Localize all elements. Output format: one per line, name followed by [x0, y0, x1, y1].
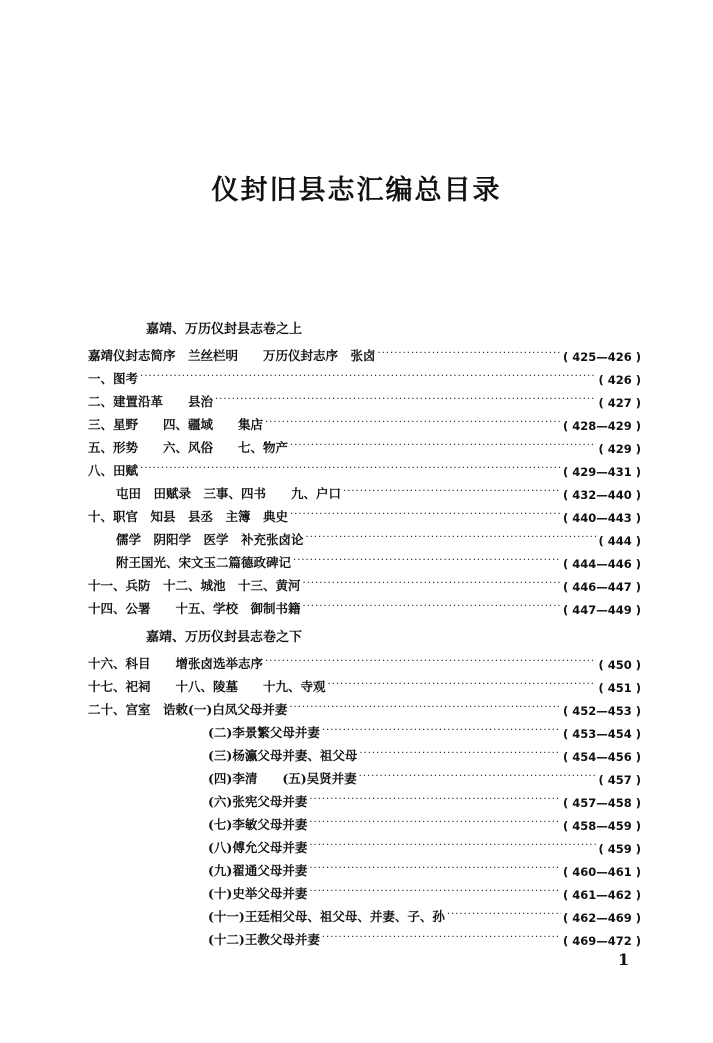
- dot-leader: [309, 839, 596, 853]
- entry-label: 五、形势 六、风俗 七、物产: [88, 440, 289, 455]
- entry-label: (十)史举父母并妻: [208, 886, 308, 901]
- entry-label: (六)张宪父母并妻: [208, 794, 308, 809]
- toc-lower: [88, 649, 641, 948]
- toc-entry: [88, 810, 641, 833]
- entry-pages: ( 452—453 ): [562, 704, 641, 718]
- entry-label: 嘉靖仪封志简序 兰丝栏明 万历仪封志序 张卤: [88, 348, 376, 363]
- dot-leader: [309, 816, 561, 830]
- toc-entry: [88, 672, 641, 695]
- dot-leader: [303, 577, 561, 591]
- entry-pages: ( 454—456 ): [562, 750, 641, 764]
- dot-leader: [309, 793, 561, 807]
- entry-label: 一、图考: [88, 371, 139, 386]
- entry-pages: ( 462—469 ): [562, 911, 641, 925]
- toc-entry: [88, 364, 641, 387]
- entry-label: (九)翟通父母并妻: [208, 863, 308, 878]
- dot-leader: [309, 885, 561, 899]
- dot-leader: [215, 393, 596, 407]
- dot-leader: [265, 416, 561, 430]
- toc-entry: [88, 341, 641, 364]
- entry-label: 三、星野 四、疆域 集店: [88, 417, 264, 432]
- entry-pages: ( 444—446 ): [562, 557, 641, 571]
- dot-leader: [322, 931, 561, 945]
- entry-label: 十六、科目 增张卤选举志序: [88, 656, 264, 671]
- entry-pages: ( 427 ): [598, 396, 641, 410]
- dot-leader: [359, 770, 597, 784]
- entry-label: 二十、宫室 诰敕(一)白凤父母并妻: [88, 702, 288, 717]
- entry-pages: ( 444 ): [598, 534, 641, 548]
- entry-pages: ( 453—454 ): [562, 727, 641, 741]
- entry-label: 十、职官 知县 县丞 主簿 典史: [88, 509, 289, 524]
- dot-leader: [140, 462, 561, 476]
- entry-pages: ( 450 ): [598, 658, 641, 672]
- toc-entry: [88, 548, 641, 571]
- dot-leader: [343, 485, 561, 499]
- toc-upper: [88, 341, 641, 617]
- entry-pages: ( 457 ): [598, 773, 641, 787]
- entry-pages: ( 428—429 ): [562, 419, 641, 433]
- toc-entry: [88, 718, 641, 741]
- dot-leader: [290, 439, 596, 453]
- toc-entry: [88, 902, 641, 925]
- entry-label: 二、建置沿革 县治: [88, 394, 214, 409]
- dot-leader: [140, 370, 596, 384]
- entry-pages: ( 429—431 ): [562, 465, 641, 479]
- entry-pages: ( 469—472 ): [562, 934, 641, 948]
- dot-leader: [293, 554, 561, 568]
- entry-pages: ( 458—459 ): [562, 819, 641, 833]
- entry-label: 十七、祀祠 十八、陵墓 十九、寺观: [88, 679, 326, 694]
- toc-entry: [88, 410, 641, 433]
- toc-entry: [88, 479, 641, 502]
- entry-label: 附王国光、宋文玉二篇德政碑记: [116, 555, 292, 570]
- toc-entry: [88, 695, 641, 718]
- entry-label: 屯田 田赋录 三事、四书 九、户口: [116, 486, 342, 501]
- entry-label: (十一)王廷相父母、祖父母、并妻、子、孙: [208, 909, 445, 924]
- toc-entry: [88, 456, 641, 479]
- entry-label: 十四、公署 十五、学校 御制书籍: [88, 601, 301, 616]
- dot-leader: [265, 655, 596, 669]
- toc-entry: [88, 387, 641, 410]
- section-heading-upper: 嘉靖、万历仪封县志卷之上: [146, 322, 303, 337]
- dot-leader: [290, 508, 561, 522]
- toc-entry: [88, 649, 641, 672]
- entry-pages: ( 429 ): [598, 442, 641, 456]
- page-title: 仪封旧县志汇编总目录: [211, 175, 502, 206]
- entry-label: (四)李清 (五)吴贤并妻: [208, 771, 357, 786]
- entry-pages: ( 451 ): [598, 681, 641, 695]
- entry-pages: ( 426 ): [598, 373, 641, 387]
- entry-label: (八)傅允父母并妻: [208, 840, 308, 855]
- entry-label: 八、田赋: [88, 463, 139, 478]
- toc-entry: [88, 787, 641, 810]
- dot-leader: [378, 347, 561, 361]
- dot-leader: [306, 531, 597, 545]
- dot-leader: [303, 600, 561, 614]
- entry-pages: ( 457—458 ): [562, 796, 641, 810]
- dot-leader: [328, 678, 597, 692]
- entry-pages: ( 425—426 ): [562, 350, 641, 364]
- entry-label: 儒学 阴阳学 医学 补充张卤论: [116, 532, 304, 547]
- toc-entry: [88, 925, 641, 948]
- toc-entry: [88, 856, 641, 879]
- entry-pages: ( 461—462 ): [562, 888, 641, 902]
- toc-entry: [88, 594, 641, 617]
- dot-leader: [359, 747, 561, 761]
- toc-entry: [88, 571, 641, 594]
- entry-pages: ( 460—461 ): [562, 865, 641, 879]
- toc-entry: [88, 879, 641, 902]
- toc-entry: [88, 764, 641, 787]
- entry-label: (二)李景繁父母并妻: [208, 725, 320, 740]
- page-number: 1: [618, 950, 630, 969]
- entry-pages: ( 446—447 ): [562, 580, 641, 594]
- toc-entry: [88, 525, 641, 548]
- dot-leader: [289, 701, 561, 715]
- entry-label: (十二)王教父母并妻: [208, 932, 320, 947]
- toc-entry: [88, 833, 641, 856]
- entry-pages: ( 459 ): [598, 842, 641, 856]
- dot-leader: [322, 724, 561, 738]
- entry-pages: ( 447—449 ): [562, 603, 641, 617]
- entry-label: (七)李敏父母并妻: [208, 817, 308, 832]
- toc-entry: [88, 741, 641, 764]
- toc-entry: [88, 433, 641, 456]
- dot-leader: [447, 908, 561, 922]
- entry-label: (三)杨瀛父母并妻、祖父母: [208, 748, 358, 763]
- dot-leader: [309, 862, 561, 876]
- section-heading-lower: 嘉靖、万历仪封县志卷之下: [146, 630, 303, 645]
- entry-label: 十一、兵防 十二、城池 十三、黄河: [88, 578, 301, 593]
- entry-pages: ( 440—443 ): [562, 511, 641, 525]
- toc-entry: [88, 502, 641, 525]
- entry-pages: ( 432—440 ): [562, 488, 641, 502]
